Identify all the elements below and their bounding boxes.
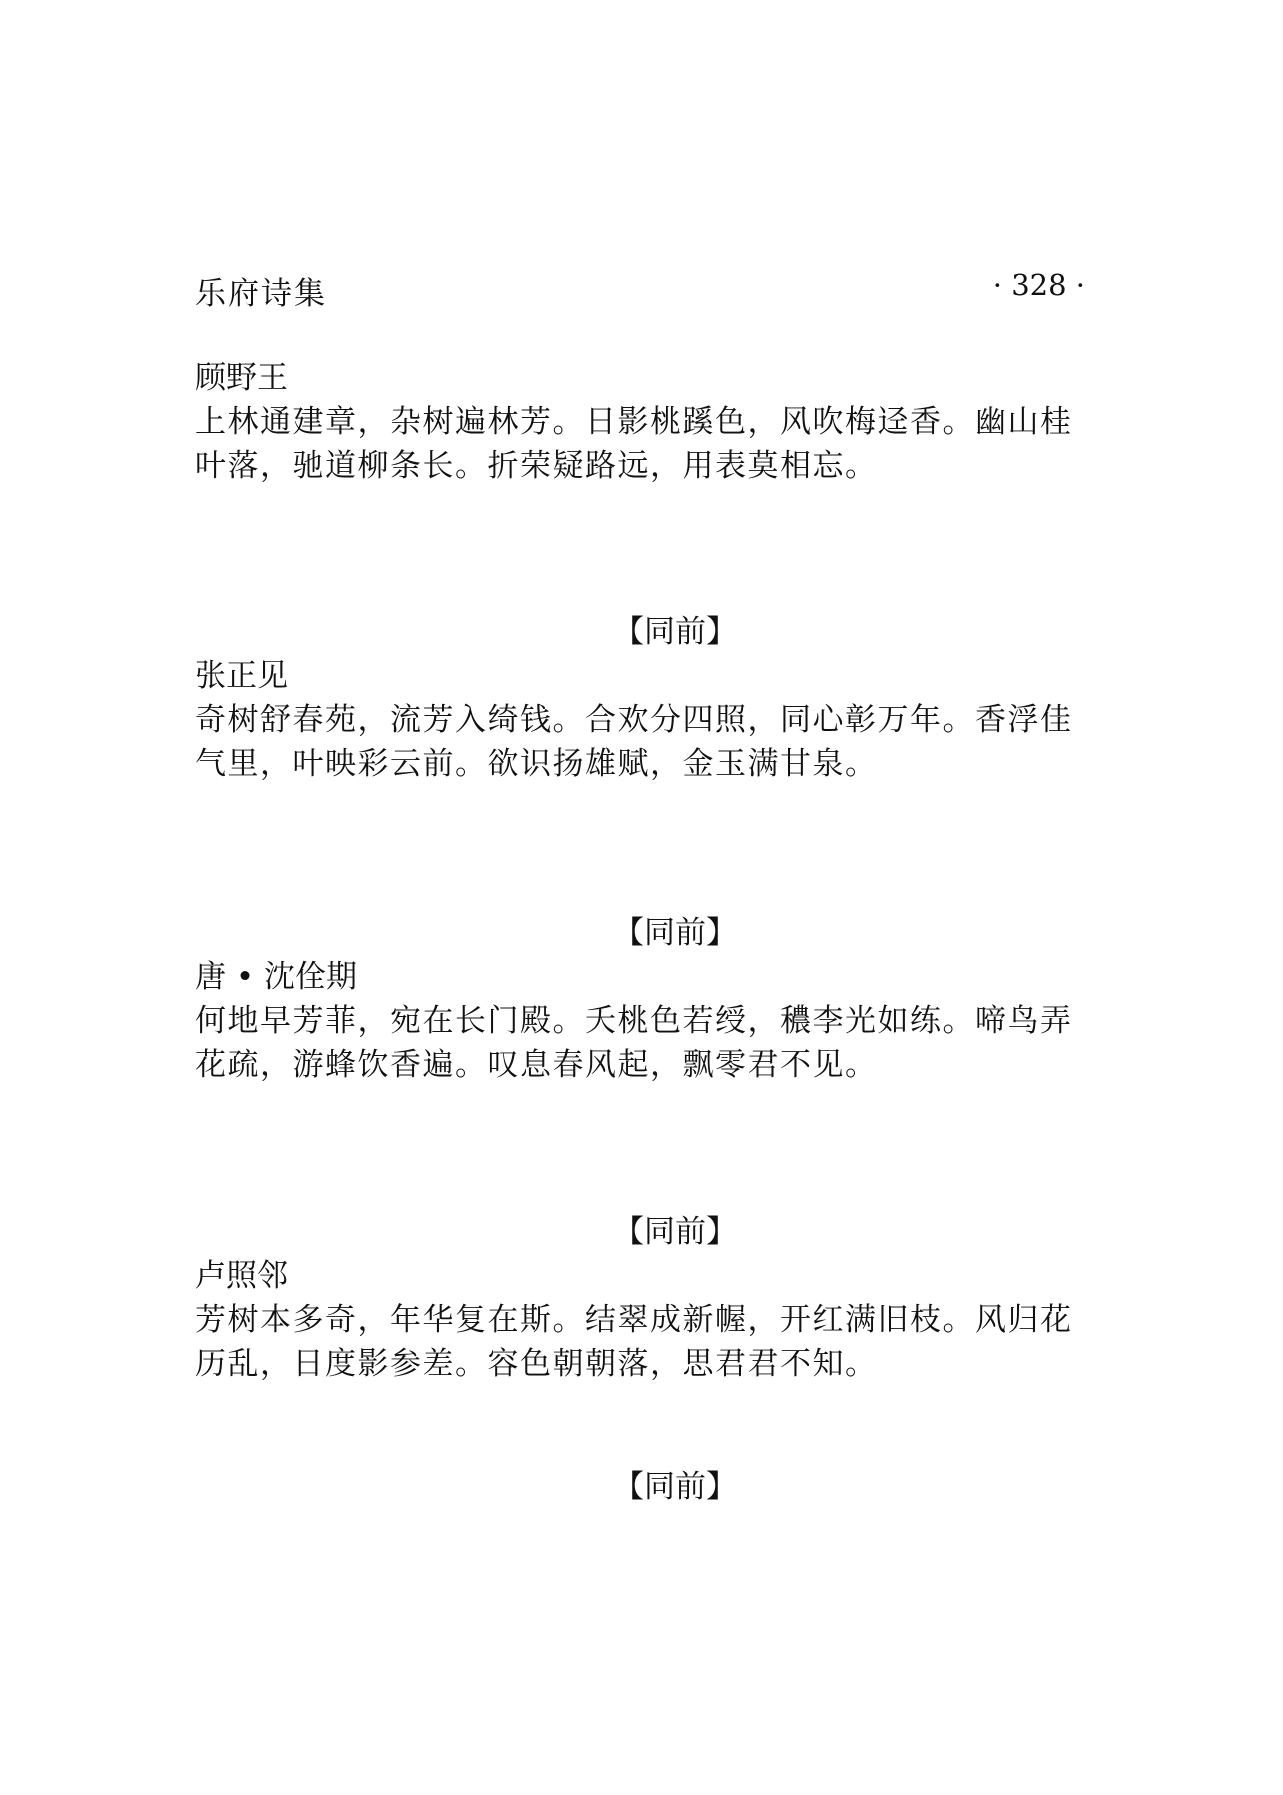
poem-entry	[195, 911, 1095, 1087]
poem-text-line: 芳树本多奇，年华复在斯。结翠成新幄，开红满旧枝。风归花	[195, 1302, 1073, 1338]
poem-author: 顾野王	[195, 360, 288, 396]
poem-text-line: 奇树舒春苑，流芳入绮钱。合欢分四照，同心彰万年。香浮佳	[195, 702, 1073, 738]
poem-author: 卢照邻	[195, 1258, 288, 1294]
poem-entry	[195, 610, 1095, 786]
poem-entry	[195, 1210, 1095, 1386]
poem-text-line: 叶落，驰道柳条长。折荣疑路远，用表莫相忘。	[195, 448, 878, 484]
poem-entry	[195, 356, 1095, 488]
book-title: 乐府诗集	[195, 276, 327, 312]
poem-author: 唐 • 沈佺期	[195, 959, 357, 995]
poem-text-line: 历乱，日度影参差。容色朝朝落，思君君不知。	[195, 1346, 878, 1382]
poem-text-line: 上林通建章，杂树遍林芳。日影桃蹊色，风吹梅迳香。幽山桂	[195, 404, 1073, 440]
poem-text-line: 何地早芳菲，宛在长门殿。夭桃色若绶，穠李光如练。啼鸟弄	[195, 1003, 1073, 1039]
page-number: · 328 ·	[992, 268, 1085, 302]
section-title: 【同前】	[613, 1469, 737, 1505]
section-title: 【同前】	[613, 915, 737, 951]
poem-author: 张正见	[195, 658, 288, 694]
poem-entry	[195, 1465, 1095, 1509]
poem-text-line: 花疏，游蜂饮香遍。叹息春风起，飘零君不见。	[195, 1047, 878, 1083]
section-title: 【同前】	[613, 614, 737, 650]
section-title: 【同前】	[613, 1214, 737, 1250]
page-header	[195, 268, 1085, 312]
poem-text-line: 气里，叶映彩云前。欲识扬雄赋，金玉满甘泉。	[195, 746, 878, 782]
